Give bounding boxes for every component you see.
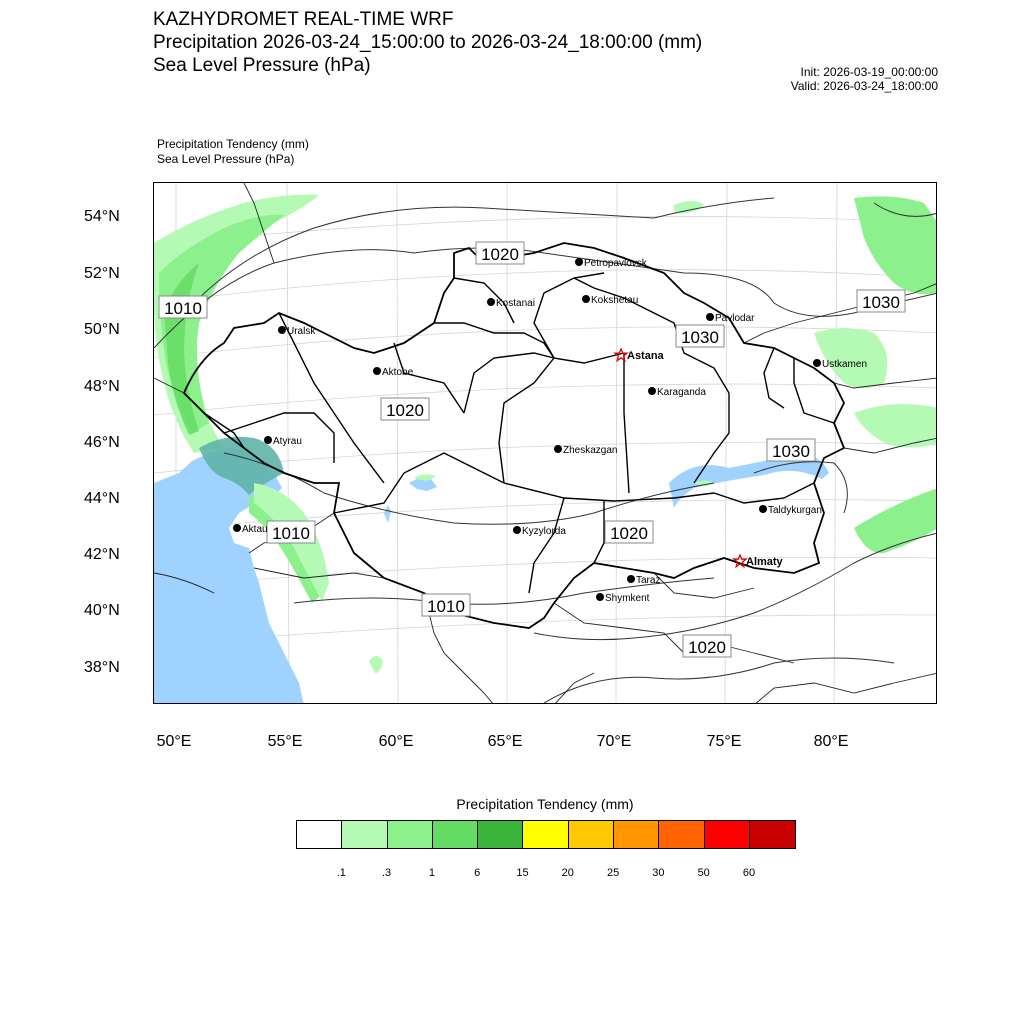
lat-label: 38°N xyxy=(84,659,120,676)
city-shymkent xyxy=(596,593,650,604)
city-zheskazgan xyxy=(554,445,617,456)
map-canvas xyxy=(154,183,937,704)
colorbar-swatch xyxy=(750,821,795,848)
svg-text:Taraz: Taraz xyxy=(636,575,661,586)
lat-label: 48°N xyxy=(84,378,120,395)
isobar-label: 1030 xyxy=(772,442,810,461)
colorbar-swatch xyxy=(433,821,478,848)
colorbar-swatch xyxy=(659,821,704,848)
lat-label: 54°N xyxy=(84,208,120,225)
graticule xyxy=(154,183,937,704)
chart-title-line1: KAZHYDROMET REAL-TIME WRF xyxy=(153,9,454,30)
isobar-label: 1010 xyxy=(272,524,310,543)
colorbar-title: Precipitation Tendency (mm) xyxy=(456,796,634,812)
colorbar-tick-label: 20 xyxy=(561,867,574,879)
city-aktau xyxy=(233,524,268,535)
svg-text:Taldykurgan: Taldykurgan xyxy=(768,505,822,516)
valid-time: Valid: 2026-03-24_18:00:00 xyxy=(790,79,938,93)
city-aktobe xyxy=(373,367,414,378)
lat-label: 50°N xyxy=(84,321,120,338)
colorbar-tick-label: 25 xyxy=(606,867,620,879)
city-markers xyxy=(233,258,867,604)
colorbar-tick-label: 30 xyxy=(652,867,665,879)
lon-label: 50°E xyxy=(156,733,192,750)
svg-text:Uralsk: Uralsk xyxy=(287,326,316,337)
city-kokshetau xyxy=(582,295,638,306)
svg-text:Ustkamen: Ustkamen xyxy=(822,359,868,370)
svg-text:Kyzylorda: Kyzylorda xyxy=(522,526,566,537)
isobar-label: 1010 xyxy=(427,597,465,616)
colorbar-swatch xyxy=(388,821,433,848)
colorbar-tick-label: 6 xyxy=(474,867,481,879)
caspian-sea xyxy=(154,448,304,704)
colorbar xyxy=(296,820,796,849)
svg-text:Astana: Astana xyxy=(627,350,664,362)
svg-text:Atyrau: Atyrau xyxy=(273,436,302,447)
city-kostanai xyxy=(487,298,535,309)
svg-text:Zheskazgan: Zheskazgan xyxy=(563,445,618,456)
colorbar-swatch xyxy=(297,821,342,848)
isobar-label: 1020 xyxy=(610,524,648,543)
isobar-label: 1030 xyxy=(681,328,719,347)
svg-text:Petropavlovsk: Petropavlovsk xyxy=(584,258,647,269)
lat-label: 52°N xyxy=(84,265,120,282)
colorbar-tick-label: 60 xyxy=(742,867,756,879)
city-karaganda xyxy=(648,387,706,398)
lat-label: 46°N xyxy=(84,434,120,451)
isobar-label: 1020 xyxy=(386,401,424,420)
city-almaty xyxy=(734,555,784,568)
city-ustkamen xyxy=(813,359,867,370)
lon-label: 80°E xyxy=(813,733,849,750)
chart-title-line2: Precipitation 2026-03-24_15:00:00 to 2026-03-24_18:00:00 (mm) xyxy=(153,32,703,53)
city-petropavlovsk xyxy=(575,258,648,269)
colorbar-tick-label: 15 xyxy=(516,867,529,879)
lon-label: 55°E xyxy=(267,733,303,750)
colorbar-tick-label: .3 xyxy=(382,867,392,879)
city-uralsk xyxy=(278,326,316,337)
city-kyzylorda xyxy=(513,526,566,537)
svg-text:Shymkent: Shymkent xyxy=(605,593,650,604)
svg-text:Karaganda: Karaganda xyxy=(657,387,706,398)
svg-text:Almaty: Almaty xyxy=(746,556,783,568)
city-taldykurgan xyxy=(759,505,822,516)
colorbar-swatch xyxy=(569,821,614,848)
map-panel xyxy=(153,182,937,704)
colorbar-tick-label: 50 xyxy=(697,867,710,879)
field-label-slp: Sea Level Pressure (hPa) xyxy=(157,152,295,166)
svg-text:Pavlodar: Pavlodar xyxy=(715,313,755,324)
svg-text:Aktau: Aktau xyxy=(242,524,268,535)
colorbar-swatch xyxy=(614,821,659,848)
kapchagay xyxy=(384,505,391,523)
city-pavlodar xyxy=(706,313,755,324)
lat-label: 44°N xyxy=(84,490,120,507)
svg-text:Kostanai: Kostanai xyxy=(496,298,535,309)
lon-label: 65°E xyxy=(487,733,523,750)
lon-label: 75°E xyxy=(706,733,742,750)
init-time: Init: 2026-03-19_00:00:00 xyxy=(800,65,938,79)
field-label-precip: Precipitation Tendency (mm) xyxy=(157,137,309,151)
lon-label: 60°E xyxy=(378,733,414,750)
colorbar-swatch xyxy=(523,821,568,848)
precip-shading xyxy=(154,195,937,673)
neighbor-borders xyxy=(154,183,937,704)
chart-title-line3: Sea Level Pressure (hPa) xyxy=(153,55,371,76)
svg-text:Kokshetau: Kokshetau xyxy=(591,295,639,306)
city-taraz xyxy=(627,575,660,586)
colorbar-swatch xyxy=(705,821,750,848)
lat-label: 40°N xyxy=(84,602,120,619)
city-astana xyxy=(615,349,665,362)
colorbar-tick-label: 1 xyxy=(428,867,435,879)
colorbar-tick-label: .1 xyxy=(336,867,346,879)
lon-label: 70°E xyxy=(596,733,632,750)
colorbar-swatch xyxy=(342,821,387,848)
isobar-label: 1010 xyxy=(164,299,202,318)
isobar-label: 1030 xyxy=(862,293,900,312)
colorbar-swatch xyxy=(478,821,523,848)
city-atyrau xyxy=(264,436,302,447)
svg-text:Aktobe: Aktobe xyxy=(382,367,414,378)
isobar-label: 1020 xyxy=(481,245,519,264)
lat-label: 42°N xyxy=(84,546,120,563)
isobar-label: 1020 xyxy=(688,638,726,657)
